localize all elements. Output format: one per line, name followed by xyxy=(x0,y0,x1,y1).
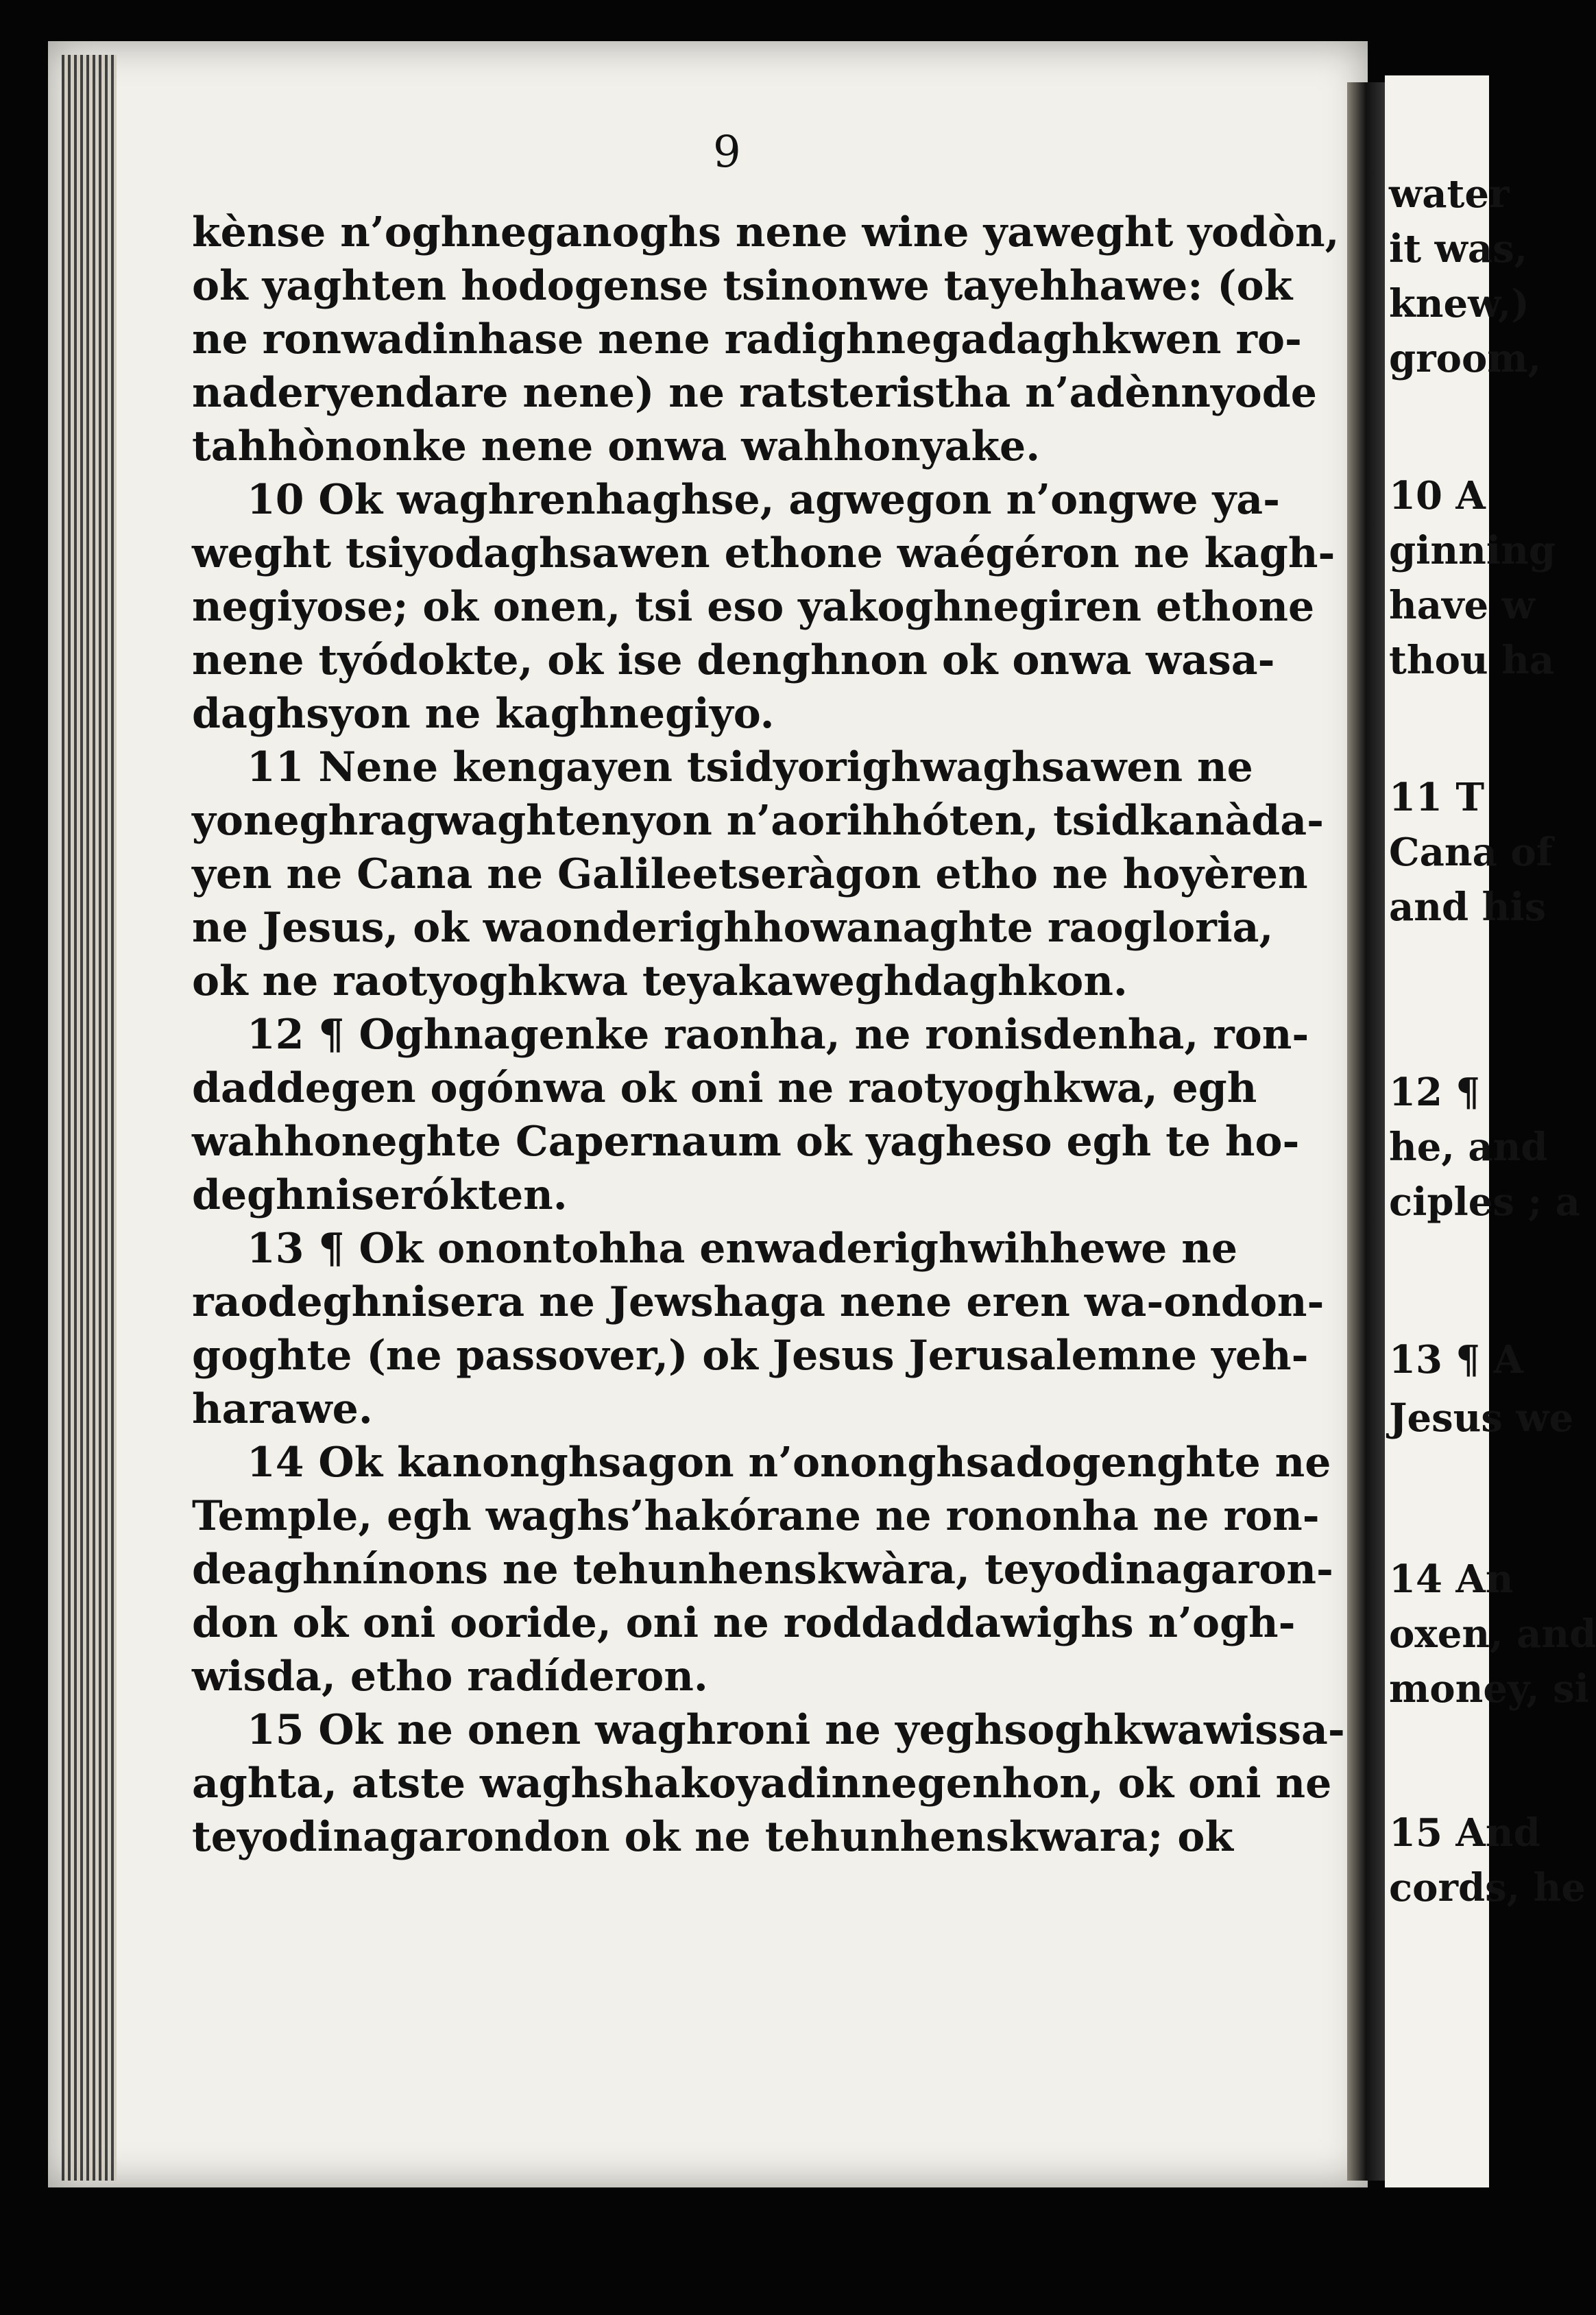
right-page-line: 10 A xyxy=(1389,473,1486,518)
right-page-line: Jesus we xyxy=(1389,1395,1574,1441)
text-line: 10 Ok waghrenhaghse, agwegon n’ongwe ya- xyxy=(247,476,1281,524)
text-line: nene tyódokte, ok ise denghnon ok onwa wasa- xyxy=(192,636,1275,684)
right-page-line: oxen, and xyxy=(1389,1611,1596,1657)
text-line: ok ne raotyoghkwa teyakaweghdaghkon. xyxy=(192,957,1128,1005)
text-line: deaghnínons ne tehunhenskwàra, teyodinagaron- xyxy=(192,1546,1333,1594)
right-page-line: 14 An xyxy=(1389,1557,1514,1602)
text-line: 12 ¶ Oghnagenke raonha, ne ronisdenha, ron- xyxy=(247,1011,1309,1059)
right-page-line: 11 T xyxy=(1389,775,1485,820)
text-line: daddegen ogónwa ok oni ne raotyoghkwa, egh xyxy=(192,1064,1257,1112)
right-page-line: water xyxy=(1389,171,1510,217)
text-line: wahhoneghte Capernaum ok yagheso egh te ho- xyxy=(192,1118,1300,1166)
text-line: ok yaghten hodogense tsinonwe tayehhawe: (ok xyxy=(192,262,1293,310)
page-number: 9 xyxy=(713,127,741,178)
text-line: kènse n’oghneganoghs nene wine yaweght yodòn, xyxy=(192,208,1340,256)
text-line: raodeghnisera ne Jewshaga nene eren wa-ondon- xyxy=(192,1278,1325,1326)
text-line: tahhònonke nene onwa wahhonyake. xyxy=(192,422,1041,470)
text-line: negiyose; ok onen, tsi eso yakoghnegiren ethone xyxy=(192,583,1315,631)
right-page-line: thou ha xyxy=(1389,638,1555,683)
text-line: aghta, atste waghshakoyadinnegenhon, ok oni ne xyxy=(192,1760,1332,1808)
right-page-line: he, and xyxy=(1389,1125,1548,1170)
right-page-line: have w xyxy=(1389,583,1535,628)
right-page-line: cords, he xyxy=(1389,1865,1586,1910)
text-line: ne ronwadinhase nene radighnegadaghkwen ro- xyxy=(192,315,1302,363)
right-page-line: ginning xyxy=(1389,528,1556,573)
right-page-line: 13 ¶ A xyxy=(1389,1337,1523,1382)
right-page-line: 15 And xyxy=(1389,1810,1540,1856)
text-line: don ok oni ooride, oni ne roddaddawighs n’ogh- xyxy=(192,1599,1296,1647)
text-line: harawe. xyxy=(192,1385,373,1433)
right-page xyxy=(1385,75,1596,2187)
text-line: 15 Ok ne onen waghroni ne yeghsoghkwawissa- xyxy=(247,1706,1345,1754)
right-page-line: knew,) xyxy=(1389,281,1530,326)
right-page-line: 12 ¶ xyxy=(1389,1070,1481,1115)
text-line: Temple, egh waghs’hakórane ne rononha ne ron- xyxy=(192,1492,1320,1540)
text-line: daghsyon ne kaghnegiyo. xyxy=(192,690,775,738)
text-line: naderyendare nene) ne ratsteristha n’adènnyode xyxy=(192,369,1317,417)
right-page-line: money, si xyxy=(1389,1666,1589,1712)
text-line: deghniserókten. xyxy=(192,1171,568,1219)
right-page-line: ciples ; a xyxy=(1389,1179,1580,1225)
right-page-line: groom, xyxy=(1389,336,1542,381)
text-line: wisda, etho radíderon. xyxy=(192,1653,708,1701)
right-page-line: it was, xyxy=(1389,226,1528,272)
text-line: weght tsiyodaghsawen ethone waégéron ne kagh- xyxy=(192,529,1335,577)
book-gutter xyxy=(1347,82,1385,2181)
main-text-block xyxy=(192,206,1345,1864)
text-line: yen ne Cana ne Galileetseràgon etho ne hoyèren xyxy=(192,850,1308,898)
text-line: 11 Nene kengayen tsidyorighwaghsawen ne xyxy=(247,743,1253,791)
text-line: ne Jesus, ok waonderighhowanaghte raogloria, xyxy=(192,904,1274,952)
right-page-line: and his xyxy=(1389,885,1547,930)
text-line: yoneghragwaghtenyon n’aorihhóten, tsidkanàda- xyxy=(192,797,1324,845)
text-line: 13 ¶ Ok onontohha enwaderighwihhewe ne xyxy=(247,1225,1238,1273)
page-edges xyxy=(62,55,117,2181)
text-line: teyodinagarondon ok ne tehunhenskwara; ok xyxy=(192,1813,1233,1861)
text-line: goghte (ne passover,) ok Jesus Jerusalemne yeh- xyxy=(192,1332,1309,1380)
text-line: 14 Ok kanonghsagon n’ononghsadogenghte ne xyxy=(247,1439,1331,1487)
right-page-line: Cana of xyxy=(1389,830,1553,875)
